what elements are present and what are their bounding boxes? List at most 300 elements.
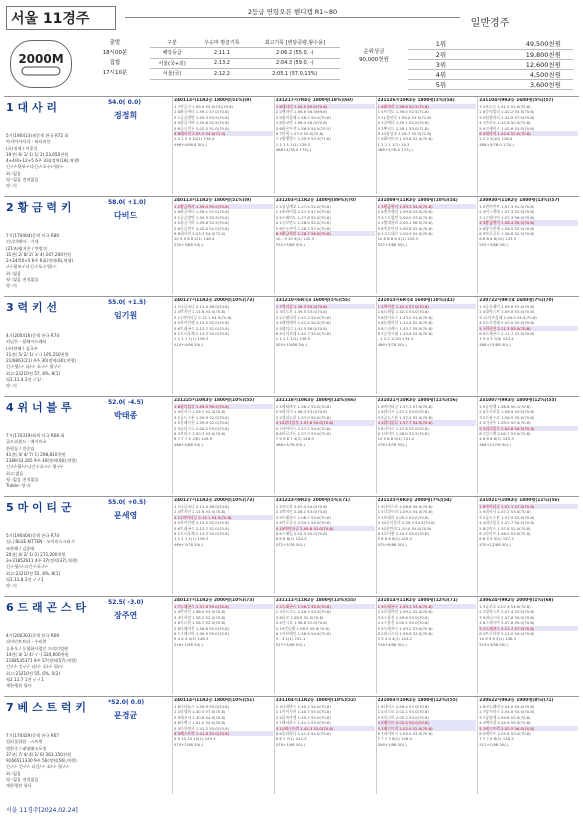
past-race-header: 231111서11R2등 1800평(13%)(55) bbox=[275, 598, 356, 603]
past-race-line: 6 1라이트 1.58.0 53.5(70.8) bbox=[479, 531, 531, 537]
past-race-line: 4 5위공기바 1.59.8 52.5(70.8) bbox=[174, 120, 230, 126]
race-conditions: 2등급 연령오픈 핸디캡 R1~80 bbox=[125, 6, 460, 18]
past-race-line: 3 2셀퍼드리 1.57.0 52.0(70.8) bbox=[275, 414, 331, 420]
past-race-line: 4 8그레시아 2.07.8 55.0(70.8) bbox=[479, 620, 535, 626]
past-race-line: 4 4미로공유 2.09.1 54.0(70.8) bbox=[275, 520, 331, 526]
horse-profile bbox=[4, 497, 172, 594]
past-race-line: 1 3나내마스 1.40.2 54.0(70.8) bbox=[275, 704, 331, 709]
horse-info-line: 망-:사 bbox=[6, 283, 18, 289]
table-row bbox=[408, 49, 573, 59]
past-race-line: 2 2 2 3(10) 136.4 bbox=[479, 136, 513, 142]
past-race-line: 519+3/98 50(-) bbox=[479, 641, 509, 647]
jockey-name: 문경균 bbox=[114, 711, 138, 720]
horse-entry bbox=[4, 596, 579, 694]
horse-info-line: 3+31852611 4주 37(정역(37),역행) bbox=[6, 558, 78, 564]
past-race-line: 5 6손도카이 1.28.1 57.0(70.8) bbox=[275, 225, 331, 231]
past-race-line: 3 11마이티군 2.12.1 54.5(70.8) bbox=[174, 314, 232, 320]
meet-label: 집합 bbox=[109, 60, 121, 66]
past-race-line: 2 2랜파이 1.56.6 56.5(69.8) bbox=[275, 109, 328, 115]
past-race-line: 532+3/88 50(-) bbox=[479, 241, 509, 247]
past-race-line: 496+4/98.8 50(-) bbox=[174, 141, 207, 147]
horse-info-line: 14전( 4/ 1/ 4/ -/ -) 324,600천원 bbox=[6, 651, 69, 657]
past-race-line: 2 9위키시 1.56.3 53.0(70.8) bbox=[275, 409, 328, 415]
horse-info-line: 19전( 6/ 1/ 1/ 1/ 2) 23,650천원 bbox=[6, 151, 69, 157]
horse-info-line: 2+24/50+5 6주 6회(정역(6),역행) bbox=[6, 258, 74, 264]
past-race-line: 6 2고드대로 2.00.9 52.0(70.8) bbox=[377, 231, 433, 237]
past-race bbox=[172, 697, 274, 794]
past-race-line: 5 6당기만세 1.58.5 53.0(70.8) bbox=[479, 225, 535, 231]
horse-info-line: 최고:23210전 55, 6%, 5(2) bbox=[6, 670, 61, 676]
past-race-line: 478+1/98 50(-) bbox=[275, 741, 306, 747]
past-race bbox=[274, 297, 376, 394]
past-race-line: 6 4대사리 1.42.8 52.0(70.8) bbox=[479, 131, 578, 136]
past-race-header: 240114서11R2등 1800평(10%)(51) bbox=[174, 698, 255, 703]
past-race-line: 6 5베스트럭 1.41.6 52.0(70.8) bbox=[174, 731, 273, 736]
horse-info-line: 4+4/4+12+5 6주 3회(정역(18),역행) bbox=[6, 158, 80, 164]
past-race-line: 532+3/88 50(-) bbox=[174, 241, 204, 247]
horse-entry bbox=[4, 696, 579, 794]
horse-info-line: 11전( 5/ 2/ 1/ -/ -) 195,250천원 bbox=[6, 351, 69, 357]
past-race-line: 4 4위너블루 1.57.7 54.5(70.8) bbox=[479, 520, 535, 526]
horse-info-line: 망-:사 bbox=[6, 583, 18, 589]
table-row bbox=[408, 39, 573, 49]
past-race-line: 6 6스페일 2.10.5 55.0(70.8) bbox=[275, 531, 328, 537]
horse-name bbox=[6, 399, 170, 415]
past-race-line: 3 3리고브 2.02.2 53.0(70.8) bbox=[377, 714, 429, 720]
cell: 2:11.1 bbox=[194, 48, 249, 59]
past-race bbox=[477, 97, 579, 194]
past-race bbox=[274, 597, 376, 694]
horse-name-text: 황 금 력 키 bbox=[17, 201, 72, 214]
meet-time: 17시10분 bbox=[102, 70, 128, 76]
past-race-line: 6 2위너스타 1.59.6 53.0(70.8) bbox=[377, 631, 433, 637]
past-race-line: 5 6스크레스 1.43.7 55.0(70.8) bbox=[377, 325, 433, 331]
past-race-line: 506+1/98 50(-) bbox=[377, 741, 407, 747]
start-label: 출발 bbox=[109, 40, 121, 46]
past-race-line: 1 6마이티군 1.57.1 57.0(70.8) bbox=[479, 504, 578, 509]
past-race-line: 4 8통교번 1.56.4 56.0(70.8) bbox=[275, 120, 328, 126]
past-race bbox=[376, 297, 478, 394]
horse-name-text: 드 래 곤 스 타 bbox=[17, 601, 86, 614]
past-race-line: 5 6공공전우 2.02.0 51.0(70.8) bbox=[174, 225, 230, 231]
past-races bbox=[172, 297, 579, 394]
past-race-line: 1 1 1 1 1(1) 139.3 bbox=[275, 141, 311, 147]
past-race-line: 6 3황금력키 1.28.7 56.0(70.8) bbox=[276, 231, 375, 236]
past-race-line: 1 2상상계포 1.27.4 52.0(70.8) bbox=[275, 204, 331, 209]
past-race-line: 516+1/98 50(-) bbox=[174, 641, 204, 647]
past-race-line: 486+4/88 50(-) bbox=[174, 441, 204, 447]
past-race bbox=[376, 597, 478, 694]
horse-name-text: 대 사 리 bbox=[17, 101, 58, 114]
past-race-line: 1 7마공고 1.59.0 55.0(74)(70.6) bbox=[174, 104, 234, 109]
past-race-header: 231203서11R2등 1400평(89%)(70) bbox=[275, 198, 356, 203]
table-row bbox=[150, 58, 340, 69]
past-race-line: 6 5아로공포 1.58.6 52.5(70.8) bbox=[479, 231, 535, 237]
past-race-line: 1 1 1 1 1(1) 136.5 bbox=[275, 336, 311, 342]
horse-info-line: 골드피센드 - 메시이츠 bbox=[6, 439, 47, 445]
cell: 2:05.1 (57.0,13%) bbox=[250, 69, 340, 80]
past-race-line: 6 8아로가든 1.57.3 53.0(70.8) bbox=[275, 431, 331, 437]
past-race-line: 3 3다서장 1.58.2 52.0(70.8) bbox=[174, 614, 226, 620]
past-race-line: 4 1엘내관리 2.00.1 56.5(70.8) bbox=[377, 220, 433, 226]
past-race bbox=[172, 297, 274, 394]
past-race-header: 240127서11R2등 2000평(10%)(73) bbox=[174, 498, 255, 503]
horse-info-line: 평-:없음 전적없음 bbox=[6, 477, 39, 483]
horse-info-line: 계한행관 항사 bbox=[6, 783, 32, 789]
past-race-line: 4 4인시요 1.56.8 52.0(70.8) bbox=[275, 620, 328, 626]
past-race-line: 2 9위키시 1.57.2 53.0(70.8) bbox=[377, 409, 429, 415]
past-race-header: 231210서6R국3 1600평(5%)(55) bbox=[275, 298, 351, 303]
past-race-header: 240113서11R2등 1800평(51%)(9) bbox=[174, 198, 252, 203]
past-race-line: 2 6좌공력터 1.59.1 57.0(70.8) bbox=[174, 209, 230, 215]
horse-name-text: 마 이 티 군 bbox=[17, 501, 72, 514]
horse-info-line: 평2.11.4 2전 -/ 1/ - bbox=[6, 377, 44, 383]
horse-profile bbox=[4, 397, 172, 494]
jockey-name: 장주연 bbox=[114, 611, 138, 620]
past-race-line: 3 11다즈블래 2.09.0 54.0(70.8) bbox=[479, 314, 537, 320]
past-race-line: 10 - 9 10 9(1) 142.3 bbox=[275, 236, 314, 242]
horse-info-line: 최고:23210전 57, 8%, 8(1) bbox=[6, 370, 61, 376]
horse-rating: 54.0( 0.0) bbox=[108, 99, 142, 106]
past-race-line: 478+3/78 50(-) bbox=[377, 441, 407, 447]
horse-entry bbox=[4, 196, 579, 294]
horse-rating: *52.0( 0.0) bbox=[108, 699, 145, 706]
prize-table bbox=[408, 39, 573, 90]
rank: 3위 bbox=[408, 59, 474, 69]
horse-info-line: -/-/-뒷보-/-다긴-/-포-/-뒷/-/- bbox=[6, 264, 57, 270]
past-race-header: 231104서11R2등 1800평(10%)(52) bbox=[275, 698, 356, 703]
past-race-header: 231126서10R3등 1800평(1%)(54) bbox=[377, 98, 455, 103]
past-race-line: 5 1베스트럭 2.05.5 56.0(70.8) bbox=[479, 726, 578, 731]
horse-info-line: 퍼머넌트브라 - 수리봉 bbox=[6, 639, 47, 645]
horse-info-line: 31전( 2/ 8/ 2/ 3/ 4) 247,200천원 bbox=[6, 251, 71, 257]
horse-info-line: 37전( 7/ 4/ 4/ 1/ 6) 263,150천원 bbox=[6, 751, 71, 757]
past-race-line: 6 5에이트 2.05.8 53.0(70.8) bbox=[479, 731, 531, 737]
past-race-line: 6 3로이퀸 2.10.2 55.0(70.8) bbox=[377, 531, 429, 537]
horse-info-line: (21조)왕지은 / 반랑전 bbox=[6, 245, 47, 251]
horse-info-line: 평2.11.7 1전 -/ -/ 1 bbox=[6, 677, 44, 683]
past-race-line: 486+3/78 50(-) bbox=[275, 441, 306, 447]
horse-info-line: 최고:23210전 55, 8%, 8(1) bbox=[6, 570, 61, 576]
horse-name-text: 베 스 트 럭 키 bbox=[17, 701, 86, 714]
past-race-line: 3 4스톰진 1.59.6 53.0(70.8) bbox=[377, 614, 429, 620]
past-race-line: 2 2라헬하 1.40.3 57.0(70.8) bbox=[174, 709, 226, 715]
past-race-line: 2 5디큐트리 2.09.0 54.0(70.8) bbox=[377, 509, 433, 515]
past-race-line: 5 7파이어스 1.57.1 54.0(70.8) bbox=[275, 425, 331, 431]
past-race-line: 8 6 6 6 6(10) 143.3 bbox=[479, 236, 517, 242]
past-race-line: 3 8선더포스 1.43.0 51.0(70.8) bbox=[377, 314, 433, 320]
past-race bbox=[172, 597, 274, 694]
past-race-line: 470+12/88 50(-) bbox=[479, 541, 511, 547]
past-race-line: 3 4블록마켓 1.40.7 53.0(70.8) bbox=[275, 714, 331, 720]
horse-info-line: 1168535371 8주 57(정역(57),역행) bbox=[6, 658, 77, 664]
past-race-line: 1 2력키선 1.42.4 57.0(70.8) bbox=[378, 304, 477, 309]
past-race-header: 231217서7R4등 1800평(18%)(60) bbox=[275, 98, 354, 103]
past-races bbox=[172, 397, 579, 494]
table-row bbox=[408, 79, 573, 89]
horse-name bbox=[6, 599, 170, 615]
horse-entry bbox=[4, 396, 579, 494]
distance-label: 2000M bbox=[18, 52, 64, 66]
past-races bbox=[172, 197, 579, 294]
past-race-line: 2 7당시라스 2.04.6 53.0(70.8) bbox=[479, 709, 535, 715]
horse-info-line: (포)정세 / 이종석 bbox=[6, 145, 38, 151]
horse-info-line: 긴-/-뒷/-/- 다/-/- 포-/-/- 뒷-/-/- bbox=[6, 364, 62, 370]
amount: 12,600천원 bbox=[474, 59, 573, 69]
horse-name-text: 위 너 블 루 bbox=[17, 401, 72, 414]
past-race-line: 3 5팁퀼러리 1.42.5 57.0(70.8) bbox=[479, 114, 535, 120]
past-race-line: 6 4트로리뷰 2.12.0 54.0(70.8) bbox=[479, 631, 535, 637]
horse-rating: 55.0( +1.5) bbox=[108, 299, 147, 306]
past-race-line: 472+3/78 50(-) bbox=[275, 541, 306, 547]
past-race-header: 231007서9R3등 1800평(12%)(55) bbox=[479, 398, 557, 403]
horse-info-line: 20전( 4/ 2/ 1/ 2) 272,200천원 bbox=[6, 551, 66, 557]
past-race-line: 2 4박키인 2.11.6 53.5(70.8) bbox=[174, 309, 226, 315]
past-race-line: 3 2골드스톤 1.57.5 52.0(70.8) bbox=[377, 414, 433, 420]
past-race-header: 230930서11R2등 1800평(13%)(57) bbox=[479, 198, 560, 203]
past-race-line: 5 8나이스 1.57.8 52.0(70.8) bbox=[479, 525, 531, 531]
horse-info-line: 5기(190413)제갈색 한국 R72 회 bbox=[6, 133, 69, 138]
past-race-line: 1 3황금력키 1.59.3 54.0(70.8) bbox=[378, 204, 477, 209]
past-race bbox=[376, 697, 478, 794]
past-race-line: 516+4/98 50(-) bbox=[377, 641, 407, 647]
horse-info-line: 긴-/-/- 긴-/-/- 다/-/- 포/-/- 뒷/-/- bbox=[6, 664, 64, 670]
rank: 4위 bbox=[408, 69, 474, 79]
past-race-line: 1 7력키선 1.39.3 55.5(70.8) bbox=[276, 304, 375, 309]
horse-info-line: (주)만해 / 김국주 bbox=[6, 345, 38, 351]
past-race-line: 3 2우월리리 1.41.2 52.0(70.8) bbox=[275, 314, 331, 320]
past-race-line: 4 10루키플리 2.09.4 54.5(70.8) bbox=[377, 520, 435, 526]
horse-info-line: Trable: 망-사 bbox=[6, 483, 31, 489]
past-race-line: 3 3 4 3 7(6) 133.4 bbox=[479, 336, 514, 342]
cell: 서울(국) bbox=[150, 69, 194, 80]
past-race-line: 8 8 8 8(1) 144.3 bbox=[275, 536, 307, 542]
race-title: 서울 11경주 bbox=[6, 6, 116, 30]
cell: 해당등급 bbox=[150, 48, 194, 59]
past-race-header: 231015서6R국4 1600평(10%)(41) bbox=[377, 298, 455, 303]
past-race-line: 2 4대학스트 2.09.0 53.0(70.8) bbox=[479, 309, 535, 315]
past-race-line: 4 2백미경 2.04.9 55.0(70.8) bbox=[479, 720, 531, 726]
past-race-header: 231104서9R3등 1600평(5%)(57) bbox=[479, 98, 554, 103]
past-race-line: 486+15/88 50(-) bbox=[479, 341, 511, 347]
horse-info-line: 5기(190404)갈색 한국 R74 bbox=[6, 533, 60, 538]
horse-info-line: 긴-/-/-뒷보-/-다긴-/-포-/-/-뒷/-/- bbox=[6, 164, 64, 170]
past-race-line: 1 1 1 1 1(1) 14.3 bbox=[377, 141, 410, 147]
past-race-line: 5 10분탄위 2.10.0 55.0(70.8) bbox=[377, 525, 432, 531]
horse-info-line: 망-:사 bbox=[6, 183, 18, 189]
past-race-line: 5 9고레이스 1.42.6 53.0(70.8) bbox=[479, 125, 535, 131]
records-col-a: 구분 bbox=[150, 37, 194, 48]
past-race-line: 3 9에코닉 1.40.8 54.0(70.8) bbox=[174, 714, 226, 720]
past-race-line: 2 6루키보물 1.58.9 53.0(70.8) bbox=[479, 409, 535, 415]
jockey-name: 다비드 bbox=[114, 211, 138, 220]
past-race-line: 1 6대사리 1.54.5 55.0(70.8) bbox=[276, 104, 375, 109]
horse-entry bbox=[4, 496, 579, 594]
cell: 2:13.2 bbox=[194, 58, 249, 69]
amount: 19,800천원 bbox=[474, 49, 573, 59]
past-race-line: 3 1공공밭변 1.59.3 53.5(70.8) bbox=[174, 114, 230, 120]
past-race-line: 4 7마코도 1.42.6 50.5(70.8) bbox=[479, 120, 531, 126]
past-race-line: 486+12/78 50(-) bbox=[479, 441, 511, 447]
past-race bbox=[274, 697, 376, 794]
past-race-line: 2 9위키시 1.57.2 53.0(70.8) bbox=[479, 509, 531, 515]
horse-info-line: 아지아자자지 - 뷰티미안 bbox=[6, 139, 51, 145]
rank: 2위 bbox=[408, 49, 474, 59]
past-race-line: 7 4범행범스 1.59.9 53.5(71.8) bbox=[275, 136, 331, 142]
past-race-line: 10 9 9 9 9(1) 146.3 bbox=[479, 636, 517, 642]
past-race-line: 3 5스페이드 1.27.8 55.5(70.8) bbox=[275, 214, 331, 220]
records-table bbox=[150, 37, 340, 80]
past-race-line: 4 1유로만드 1.28.0 52.0(70.8) bbox=[275, 220, 331, 226]
past-race-line: 3 9위너스타 2.07.6 55.0(70.8) bbox=[479, 614, 535, 620]
past-races bbox=[172, 97, 579, 194]
horse-number: 7 bbox=[6, 701, 14, 714]
past-race-line: 3 1브래리 2.09.2 53.0(70.8) bbox=[377, 514, 429, 520]
horse-info-line: 최-:없음 bbox=[6, 170, 22, 176]
rank: 1위 bbox=[408, 39, 474, 49]
horse-info-line: 평-:없음 전적없음 bbox=[6, 177, 39, 183]
past-race-line: 2 4조커이빌 1.27.5 57.0(70.8) bbox=[275, 209, 331, 215]
past-race-line: 2 4어스덴테 1.57.3 52.0(70.8) bbox=[479, 209, 535, 215]
past-race-line: 1 2드래곤스 1.56.2 55.5(70.8) bbox=[276, 604, 375, 609]
race-grade: 일반경주 bbox=[470, 18, 510, 29]
past-race-line: 5 8다래이온 1.58.8 52.0(70.8) bbox=[174, 625, 230, 631]
past-race bbox=[477, 197, 579, 294]
past-race-line: 469+3/78 50(-) bbox=[174, 541, 204, 547]
past-race bbox=[172, 497, 274, 594]
records-col-b: 우승마 평균기록 bbox=[194, 37, 249, 48]
past-race bbox=[477, 497, 579, 594]
past-race-line: 5 6빅브이터 2.00.8 52.0(70.8) bbox=[377, 225, 433, 231]
past-race bbox=[172, 397, 274, 494]
past-race-line: 517+3/98 50(-) bbox=[275, 641, 306, 647]
past-race bbox=[376, 97, 478, 194]
past-race-line: 10 9 8 8 9(1) 151.0 bbox=[377, 436, 415, 442]
past-race-line: 4 6 6 6 6(1) 145.3 bbox=[479, 436, 514, 442]
past-race-line: 1 6위너블루 1.59.5 56.5(70.8) bbox=[174, 404, 273, 409]
past-race-line: 532+3/88 50(-) bbox=[275, 241, 306, 247]
past-race-line: 4 4에틱레어 1.41.4 54.5(70.8) bbox=[275, 320, 331, 326]
past-race-line: 511+1/98 50(-) bbox=[479, 741, 509, 747]
jockey-name: 문세영 bbox=[114, 511, 138, 520]
past-race-line: 3 3 4 4 4(1) 144.2 bbox=[377, 636, 412, 642]
past-race-line: 4 7궁에다 1.59.1 52.0(70.8) bbox=[377, 120, 429, 126]
horse-info-line: 평-:없음 전적없음 bbox=[6, 777, 39, 783]
past-race-header: 231223서9R2등 2000평(5%)(71) bbox=[275, 498, 351, 503]
table-row bbox=[150, 69, 340, 80]
past-race-line: 5 3위너블루 2.00.6 54.5(70.8) bbox=[479, 426, 578, 431]
horse-info-line: 실니 BLUE KITTEN - 모아미스크리시 bbox=[6, 539, 75, 545]
horse-info-line: 망-:사 bbox=[6, 383, 18, 389]
past-race-line: 1 9골이벨 1.58.8 50.1(70.8) bbox=[479, 404, 531, 409]
past-race bbox=[477, 697, 579, 794]
past-race bbox=[477, 297, 579, 394]
past-race-line: 6 1트로포체 2.13.3 55.0(70.8) bbox=[174, 531, 230, 537]
past-race-line: 5 5드레곤스 1.59.2 53.0(70.8) bbox=[377, 625, 433, 631]
past-race-line: 5 2드래곤스 2.11.7 57.0(70.8) bbox=[479, 626, 578, 631]
past-race-line: 1 6코드해비 2.04.0 55.0(70.8) bbox=[479, 704, 535, 709]
cell: 2:12.2 bbox=[194, 69, 249, 80]
past-race-line: 504+15/88 50(-) bbox=[275, 341, 308, 347]
past-race-line: - 1 2 2 1(10) 134.3 bbox=[377, 336, 414, 342]
past-race-line: 2 8좌공력터 1.59.1 57.0(70.8) bbox=[174, 109, 230, 115]
past-race-line: 4 5사이언랜 2.12.2 52.0(70.8) bbox=[174, 520, 230, 526]
horse-rating: 52.0( -4.5) bbox=[108, 399, 144, 406]
past-race-line: 3 11청년무 1.59.0 53.5(71.8) bbox=[377, 114, 432, 120]
past-race bbox=[274, 197, 376, 294]
past-race-line: 4 6지드원 1.58.7 52.0(70.8) bbox=[174, 620, 226, 626]
past-race-line: 1 3공포레이 2.09.0 57.0(70.8) bbox=[479, 304, 535, 309]
horse-number: 5 bbox=[6, 501, 14, 514]
past-race-line: 1 1 1 1 1(1) 136.3 bbox=[174, 336, 209, 342]
past-race-line: 488+3/78.0 172(-) bbox=[479, 141, 515, 147]
past-race-line: 7 9 9 8 7 4(1) 148.9 bbox=[275, 436, 314, 442]
past-race-line: 5 11베스트럭 1.41.3 53.0(70.8) bbox=[276, 726, 375, 731]
track-distance-badge bbox=[10, 40, 72, 88]
past-race-line: 6 8물리바다 1.41.5 54.0(70.8) bbox=[275, 731, 331, 737]
past-race-line: 1 1 1 1 1(1) 136.3 bbox=[174, 536, 209, 542]
past-race-line: 4 1스톰진 2.00.1 55.0(70.8) bbox=[377, 620, 429, 626]
past-race-line: 6 1킹스맨 2.00.7 53.0(70.8) bbox=[479, 431, 531, 437]
past-race-line: 3 11마이티군 2.12.1 54.5(70.8) bbox=[174, 515, 273, 520]
horse-entry bbox=[4, 96, 579, 194]
past-race-line: 10 9 9 8 8 2(1) 148.4 bbox=[174, 236, 215, 242]
horse-info-line: 평2.11.8 2전 -/ -/ 1 bbox=[6, 577, 44, 583]
jockey-name: 박태종 bbox=[114, 411, 138, 420]
past-race bbox=[274, 497, 376, 594]
horse-info-line: 7기(170429)갈색 한국 R67 bbox=[6, 733, 60, 738]
past-race-line: 4 5사이언랜 2.12.2 52.0(70.8) bbox=[174, 320, 230, 326]
past-race-line: 3 5팁이블대 1.56.2 54.0(70.8) bbox=[275, 114, 331, 120]
horse-info-line: 평-:없음 전적없음 bbox=[6, 277, 39, 283]
horse-profile bbox=[4, 97, 172, 194]
past-race-line: 532+3/88 50(-) bbox=[377, 241, 407, 247]
past-race-line: 6 7만력 1.57.0 55.0(70.8) bbox=[275, 131, 324, 137]
horse-info-line: 최고:없음 bbox=[6, 470, 24, 476]
past-race-line: 6 7공정시대 1.43.8 52.0(70.8) bbox=[377, 331, 433, 337]
horse-name-text: 력 키 선 bbox=[17, 301, 58, 314]
past-race-line: 470+1/98 50(-) bbox=[174, 741, 204, 747]
past-race-line: 6 6 5 5 5(1) 147.3 bbox=[479, 536, 514, 542]
horse-number: 2 bbox=[6, 201, 14, 214]
horse-info-line: 최-:없음 bbox=[6, 770, 22, 776]
past-race bbox=[274, 97, 376, 194]
past-race bbox=[376, 497, 478, 594]
past-race-line: 5 4 4 4 4(1) 146.3 bbox=[174, 636, 209, 642]
horse-info-line: 7기(170319)회색 미국 R68 회 bbox=[6, 433, 65, 438]
past-race-line: 1 9나이스포 2.08.6 55.5(70.8) bbox=[377, 504, 433, 509]
past-race bbox=[376, 197, 478, 294]
prize-total-block bbox=[345, 48, 403, 64]
horse-info-line: 7기(170404)갈색 미국 R80 bbox=[6, 233, 60, 238]
horse-info-line: 9166511330 9주 56(정역(56),역행) bbox=[6, 758, 77, 764]
past-race-header: 231009서11R3등 1800평(10%)(54) bbox=[377, 198, 458, 203]
past-race-line: 5 1베스트럭 2.02.9 52.0(70.8) bbox=[378, 726, 477, 731]
past-race-line: 1 7드래곤스 1.57.6 55.0(70.8) bbox=[174, 604, 273, 609]
prize-total: 90,000천원 bbox=[359, 57, 389, 63]
past-race-line: 5 8나이스 1.57.8 52.0(70.8) bbox=[377, 425, 429, 431]
past-race-line: 7 5화이트크 1.59.8 52.0(70.8) bbox=[377, 136, 433, 142]
past-race-header: 240113서11R2등 1800평(51%)(9) bbox=[174, 98, 252, 103]
past-race-line: 2 6드레임 1.42.5 53.0(70.8) bbox=[377, 309, 429, 315]
past-race-line: 2 9위키시 1.59.7 52.0(70.8) bbox=[174, 409, 226, 415]
past-race-line: 3 1그레시아 1.57.3 56.0(70.8) bbox=[479, 214, 535, 220]
past-race-line: 4 2미국투 1.59.0 50.5(70.8) bbox=[479, 420, 531, 426]
past-race-line: 6 8대사리 2.03.3 54.0(72.0) bbox=[174, 231, 226, 237]
past-race-line: 5 10민들레 1.56.9 55.0(70.8) bbox=[275, 625, 330, 631]
past-race-line: 2 5트리드 1.59.0 52.5(71.8) bbox=[377, 109, 429, 115]
past-race-line: 1 5코드브 2.07.4 54.0(70.8) bbox=[275, 504, 328, 509]
